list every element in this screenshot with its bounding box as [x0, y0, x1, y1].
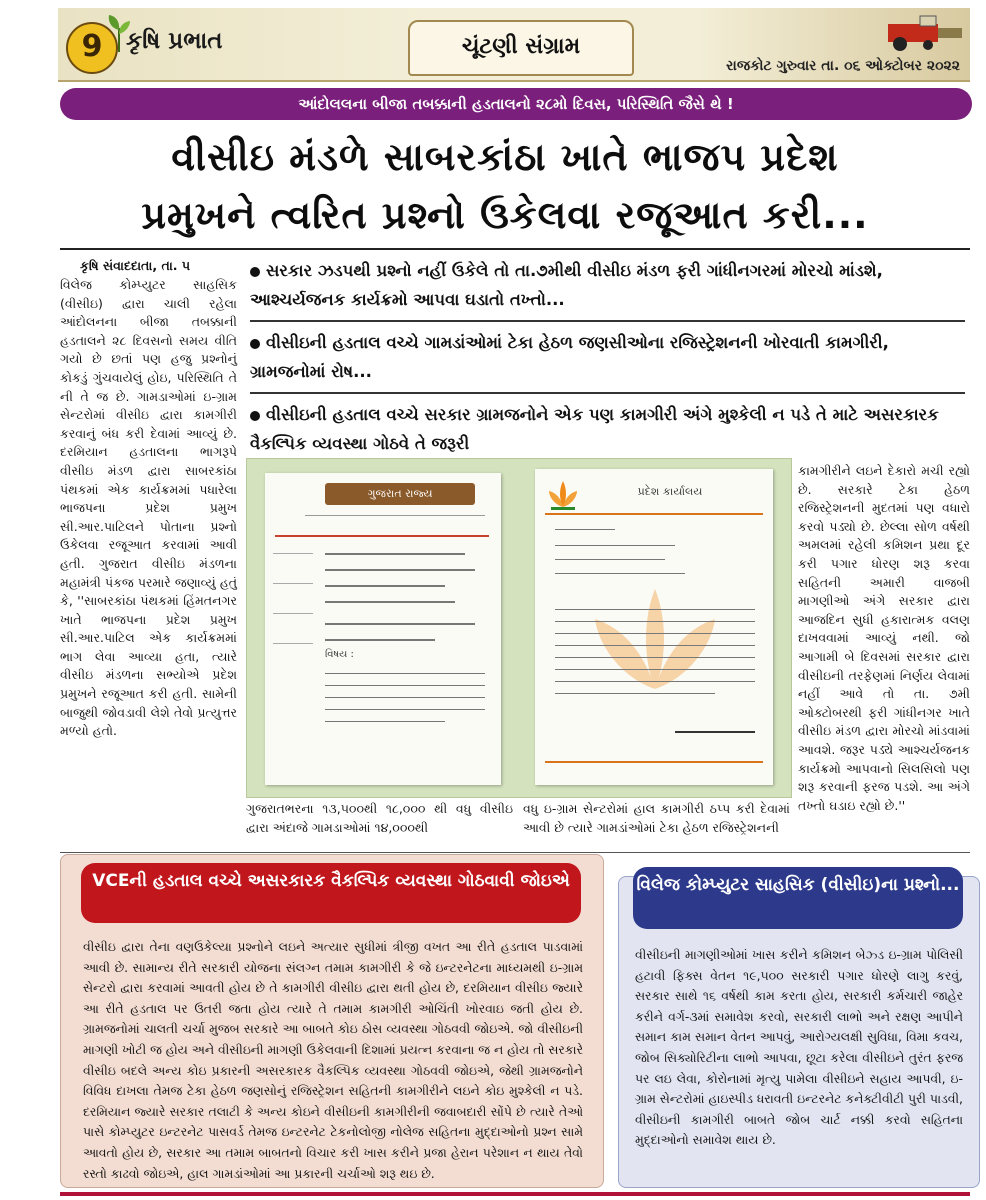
dateline: રાજકોટ ગુરુવાર તા. ૦૬ ઓક્ટોબર ૨૦૨૨	[726, 58, 960, 74]
bullet-divider	[250, 392, 965, 394]
bullet-dot-icon	[250, 411, 260, 421]
right-column-text: કામગીરીને લઇને દેકારો મચી રહ્યો છે. સરકારે ટેકા હેઠળ રજિસ્ટ્રેશનની મુદતમાં પણ વધારો કરવો પડ્યો છે. છેલ્લા સોળ વર્ષથી અમલમાં રહેલી કમિશન પ્રથા દૂર કરી પગાર ધોરણ શરૂ કરવા સહિતની અમારી વાજબી માગણીઓ અંગે સરકાર દ્વારા આજદિન સુધી હકારાત્મક વલણ દાખવવામાં આવ્યું નથી. જો આગામી બે દિવસમાં સરકાર દ્વારા વીસીઇની તરફેણમાં નિર્ણય લેવામાં નહીં આવે તો તા. ૭મી ઓક્ટોબરથી ફરી ગાંધીનગર ખાતે વીસીઇ મંડળ દ્વારા મોરચો માંડવામાં આવશે. જરૂર પડ્યે આશ્ચર્યજનક કાર્યક્રમો આપવાનો સિલસિલો પણ શરૂ કરવાની ફરજ પડશે. આ અંગે તખ્તો ઘડાઇ રહ્યો છે.''	[798, 463, 970, 813]
bullet-item: વીસીઇની હડતાલ વચ્ચે ગામડાંઓમાં ટેકા હેઠળ જણસીઓના રજિસ્ટ્રેશનની ખોરવાતી કામગીરી, ગ્રામજનોમાં રોષ...	[250, 333, 889, 381]
headline-line-2: પ્રમુખને ત્વરિત પ્રશ્નો ઉકેલવા રજૂઆત કરી...	[141, 193, 869, 237]
caption-text-1: ગુજરાતભરના ૧૩,૫૦૦થી ૧૮,૦૦૦ થી વધુ વીસીઇ દ્વારા અંદાજે ગામડાઓમાં ૧૪,૦૦૦થી	[246, 801, 513, 835]
harvester-icon	[880, 14, 964, 52]
editorial-box-vce-demands	[618, 876, 980, 1188]
bullet-dot-icon	[250, 339, 260, 349]
byline: કૃષિ સંવાદદાતા, તા. ૫	[80, 258, 191, 273]
bullet-divider	[250, 320, 965, 322]
newspaper-logo: કૃષિ પ્રભાત	[126, 28, 223, 54]
photo-caption-row	[246, 800, 790, 837]
letter-1-heading: ગુજરાત રાજ્ય	[325, 483, 475, 505]
kicker-banner: આંદોલલના બીજા તબક્કાની હડતાલનો ૨૮મો દિવસ, પરિસ્થિતિ જૈસે થે !	[60, 88, 972, 120]
left-column-text: વિલેજ કોમ્પ્યુટર સાહસિક (વીસીઇ) દ્વારા ચાલી રહેલા આંદોલનના બીજા તબક્કાની હડતાલને ૨૮ દિવસનો સમય વીતિ ગયો છે છતાં પણ હજુ પ્રશ્નોનું કોકડું ગુંચવાયેલું હોઇ, પરિસ્થિતિ તે ની તે જ છે. ગામડાઓમાં ઇ-ગ્રામ સેન્ટરોમાં વીસીઇ દ્વારા કામગીરી કરવાનું બંધ કરી દેવામાં આવ્યું છે. દરમિયાન હડતાલના ભાગરૂપે વીસીઇ મંડળ દ્વારા સાબરકાંઠા પંથકમાં એક કાર્યક્રમમાં પધારેલા ભાજપના પ્રદેશ પ્રમુખ સી.આર.પાટિલને પોતાના પ્રશ્નો ઉકેલવા રજૂઆત કરવામાં આવી હતી. ગુજરાત વીસીઇ મંડળના મહામંત્રી પંકજ પરમારે જણાવ્યું હતું કે, ''સાબરકાંઠા પંથકમાં હિંમતનગર ખાતે ભાજપના પ્રદેશ પ્રમુખ સી.આર.પાટિલ એક કાર્યક્રમમાં ભાગ લેવા આવ્યા હતા, ત્યારે વીસીઇ મંડળના સભ્યોએ પ્રદેશ પ્રમુખને રજૂઆત કરી હતી. સામેની બાજુથી જોવડાવી લેશે તેવો પ્રત્યુત્તર મળ્યો હતો.	[60, 277, 237, 739]
caption-text-2: વધુ ઇ-ગ્રામ સેન્ટરોમાં હાલ કામગીરી ઠપ્પ કરી દેવામાં આવી છે ત્યારે ગામડાંઓમાં ટેકા હેઠળ રજિસ્ટ્રેશનની	[523, 801, 790, 835]
letters-photo	[246, 458, 792, 798]
letter-2-heading: પ્રદેશ કાર્યાલય	[637, 485, 703, 498]
section-title: ચૂંટણી સંગ્રામ	[408, 20, 634, 76]
box2-title: વિલેજ કોમ્પ્યુટર સાહસિક (વીસીઇ)ના પ્રશ્નો...	[633, 867, 963, 929]
highlight-bullets	[250, 256, 965, 464]
headline-line-1: વીસીઇ મંડળે સાબરકાંઠા ખાતે ભાજપ પ્રદેશ	[171, 135, 839, 179]
headline	[40, 128, 970, 244]
bullet-dot-icon	[250, 267, 260, 277]
lotus-logo-icon	[545, 477, 581, 513]
bullet-item: વીસીઇની હડતાલ વચ્ચે સરકાર ગ્રામજનોને એક પણ કામગીરી અંગે મુશ્કેલી ન પડે તે માટે અસરકારક વૈકલ્પિક વ્યવસ્થા ગોઠવે તે જરૂરી	[250, 405, 939, 453]
letter-document-1	[265, 473, 501, 785]
box1-body: વીસીઇ દ્વારા તેના વણઉકેલ્યા પ્રશ્નોને લઇને અત્યાર સુધીમાં ત્રીજી વખત આ રીતે હડતાલ પાડવામાં આવી છે. સામાન્ય રીતે સરકારી યોજના સંલગ્ન તમામ કામગીરી કે જે ઇન્ટરનેટના માધ્યમથી ઇ-ગ્રામ સેન્ટરો દ્વારા કરવામાં આવતી હોય છે તે કામગીરી વીસીઇ દ્વારા થતી હોય છે, દરમિયાન વીસીઇ જ્યારે આ રીતે હડતાલ પર ઉતરી જતા હોય ત્યારે તે તમામ કામગીરી ઓચિંતી ખોરવાઇ જતી હોય છે. ગ્રામજનોમાં ચાલતી ચર્ચા મુજબ સરકારે આ બાબતે કોઇ ઠોસ વ્યવસ્થા ગોઠવવી જોઇએ. જો વીસીઇની માગણી ખોટી જ હોય અને વીસીઇની માગણી ઉકેલવાની દિશામાં પ્રયત્ન કરવાના જ ન હોય તો સરકારે વીસીઇ બદલે અન્ય કોઇ પ્રકારની અસરકારક વૈકલ્પિક વ્યવસ્થા ગોઠવવી જોઇએ, જેથી ગ્રામજનોને વિવિધ દાખલા તેમજ ટેકા હેઠળ જણસોનું રજિસ્ટ્રેશન સહિતની કામગીરીને લઇને કોઇ મુશ્કેલી ન પડે. દરમિયાન જ્યારે સરકાર તલાટી કે અન્ય કોઇને વીસીઇની કામગીરીની જવાબદારી સોંપે છે ત્યારે તેઓ પાસે કોમ્પ્યુટર ઇન્ટરનેટ પાસવર્ડ તેમજ ઇન્ટરનેટ ટેકનોલોજી નોલેજ સહિતના મુદ્દાઓનો પ્રશ્ન સામે આવતો હોય છે, સરકાર આ તમામ બાબતનો વિચાર કરી ખાસ કરીને પ્રજા હેરાન પરેશાન ન થાય તેવો રસ્તો કાઢવો જોઇએ, હાલ ગામડાંઓમાં આ પ્રકારની ચર્ચાઓ શરૂ થઇ છે.	[83, 939, 583, 1181]
letter-1-subject: વિષય :	[325, 649, 354, 660]
bullet-item: સરકાર ઝડપથી પ્રશ્નો નહીં ઉકેલે તો તા.૭મીથી વીસીઇ મંડળ ફરી ગાંધીનગરમાં મોરચો માંડશે, આશ્ચર્યજનક કાર્યક્રમો આપવા ઘડાતો તખ્તો...	[250, 261, 883, 309]
page-number: 9	[66, 22, 118, 74]
box2-body: વીસીઇની માગણીઓમાં ખાસ કરીને કમિશન બેઝ્ડ ઇ-ગ્રામ પોલિસી હટાવી ફિક્સ વેતન ૧૯,૫૦૦ સરકારી પગાર ધોરણે લાગુ કરવું, સરકાર સાથે ૧૬ વર્ષથી કામ કરતા હોય, સરકારી કર્મચારી જાહેર કરીને વર્ગ-૩માં સમાવેશ કરવો, સરકારી લાભો અને રક્ષણ આપીને સમાન કામ સમાન વેતન આપવું, આરોગ્યલક્ષી સુવિધા, વિમા કવચ, જોબ સિક્યોરિટીના લાભો આપવા, છૂટા કરેલા વીસીઇને તુરંત ફરજ પર લઇ લેવા, કોરોનામાં મૃત્યુ પામેલા વીસીઇને સહાય આપવી, ઇ-ગ્રામ સેન્ટરોમાં હાઇસ્પીડ ધરાવતી ઇન્ટરનેટ કનેક્ટીવીટી પુરી પાડવી, વીસીઇની કામગીરી બાબતે જોબ ચાર્ટ નક્કી કરવો સહિતના મુદ્દાઓનો સમાવેશ થાય છે.	[635, 947, 963, 1148]
box1-title: VCEની હડતાલ વચ્ચે અસરકારક વૈકલ્પિક વ્યવસ્થા ગોઠવાવી જોઇએ	[81, 863, 581, 923]
editorial-box-alternative-arrangement	[60, 854, 604, 1188]
page-footer-rule	[60, 1192, 970, 1196]
section-divider	[60, 852, 970, 853]
letter-document-2	[535, 469, 773, 785]
divider	[60, 248, 970, 250]
